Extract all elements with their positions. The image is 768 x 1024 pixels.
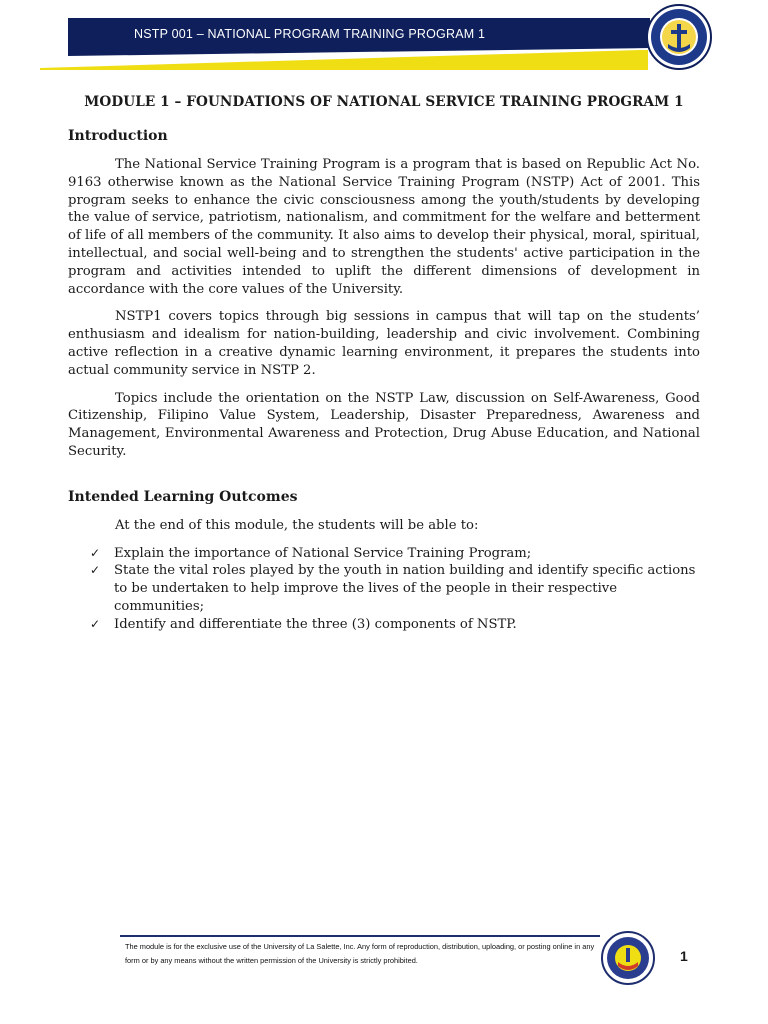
learning-outcome-item [68,562,700,615]
learning-outcomes-heading: Intended Learning Outcomes [68,488,298,505]
learning-outcomes-intro: At the end of this module, the students will be able to: [115,517,479,533]
module-title: MODULE 1 – FOUNDATIONS OF NATIONAL SERVICE TRAINING PROGRAM 1 [84,94,684,110]
learning-outcome-text: State the vital roles played by the youth in nation building and identify specific actions to be undertaken to help improve the lives of the people in their respective communities; [114,563,696,614]
university-seal-icon [646,4,712,70]
introduction-paragraph-1: The National Service Training Program is a program that is based on Republic Act No. 9163 otherwise known as the National Service Training Program (NSTP) Act of 2001. This program seeks to enhance the civic consciousness among the youth/students by developing the value of service, patriotism, nationalism, and commitment for the welfare and betterment of life of all members of the community. It also aims to develop their physical, moral, spiritual, intellectual, and social well-being and to strengthen the students' active participation in the program and activities intended to uplift the different dimensions of development in accordance with the core values of the University. [68,157,700,297]
page-header [0,0,768,80]
checkmark-icon: ✓ [90,545,101,560]
footer-notice: The module is for the exclusive use of the University of La Salette, Inc. Any form of reproduction, distribution, uploading, or posting online in any form or by any means without the written permission of the University is strictly prohibited. [125,942,595,965]
header-title: NSTP 001 – NATIONAL PROGRAM TRAINING PROGRAM 1 [134,27,486,41]
learning-outcome-text: Identify and differentiate the three (3) components of NSTP. [114,616,517,632]
learning-outcome-text: Explain the importance of National Service Training Program; [114,545,532,561]
introduction-paragraph-3: Topics include the orientation on the NSTP Law, discussion on Self-Awareness, Good Citizenship, Filipino Value System, Leadership, Disaster Preparedness, Awareness and Management, Environmental Awareness and Protection, Drug Abuse Education, and National Security. [68,390,700,459]
checkmark-icon: ✓ [90,563,101,578]
learning-outcome-item [68,545,700,563]
learning-outcomes-list [68,545,700,634]
introduction-paragraph-2: NSTP1 covers topics through big sessions in campus that will tap on the students’ enthusiasm and idealism for nation-building, leadership and civic involvement. Combining active reflection in a creative dynamic learning environment, it prepares the students into actual community service in NSTP 2. [68,309,700,378]
footer-divider [120,935,600,937]
checkmark-icon: ✓ [90,616,101,631]
introduction-heading: Introduction [68,128,168,144]
page-number: 1 [680,948,688,964]
learning-outcome-item [68,616,700,634]
module-content [68,90,700,634]
university-logo-icon [598,930,658,986]
